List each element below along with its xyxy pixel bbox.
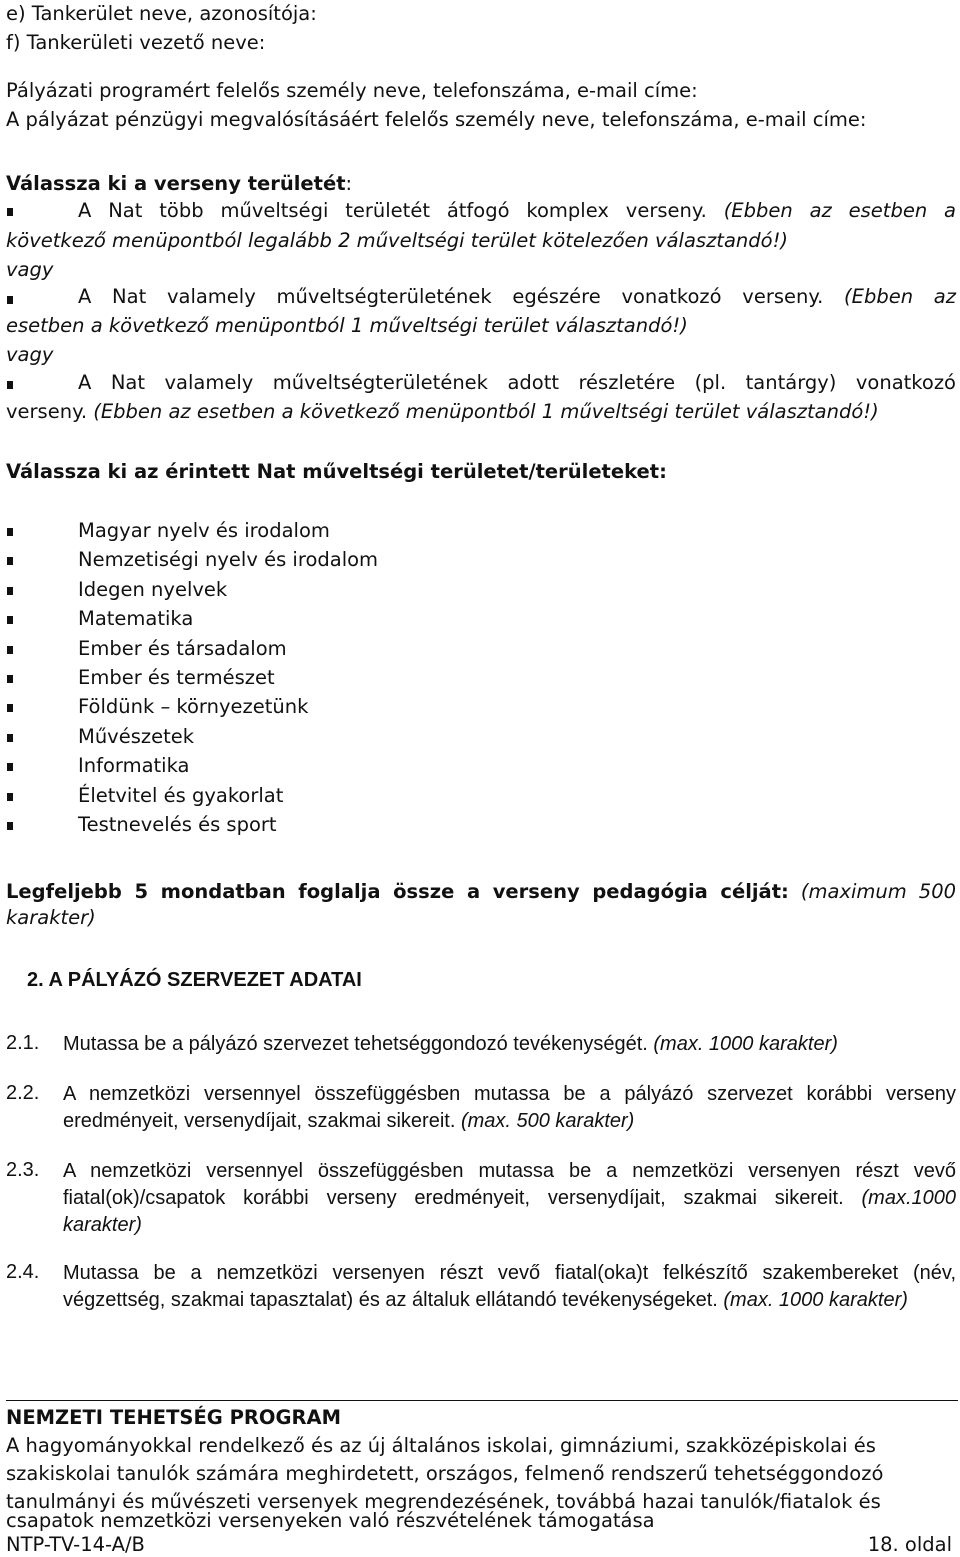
nat-area-item: Matematika bbox=[78, 607, 194, 631]
nat-area-item: Földünk – környezetünk bbox=[78, 695, 309, 719]
bullet-icon bbox=[7, 734, 13, 742]
bullet-icon bbox=[7, 208, 13, 216]
footer-description-line: szakiskolai tanulók számára meghirdetett, országos, felmenő rendszerű tehetséggondozó bbox=[6, 1462, 884, 1485]
section-item-note: (max. 1000 karakter) bbox=[653, 1033, 838, 1055]
section-item-number: 2.3. bbox=[6, 1159, 40, 1181]
section-item-number: 2.2. bbox=[6, 1082, 40, 1104]
tankerulet-leader-label: f) Tankerületi vezető neve: bbox=[6, 31, 266, 54]
section-item-row: A nemzetközi versennyel összefüggésben mutassa be a pályázó szervezet korábbi verseny bbox=[63, 1083, 956, 1105]
program-contact-label: Pályázati programért felelős személy neve, telefonszáma, e-mail címe: bbox=[6, 79, 698, 102]
section-2-heading: 2. A PÁLYÁZÓ SZERVEZET ADATAI bbox=[27, 969, 362, 991]
section-item-row: végzettség, szakmai tapasztalat) és az általuk ellátandó tevékenységeket. bbox=[63, 1289, 724, 1311]
area-option-part-line2: verseny. (Ebben az esetben a következő menüpontból 1 műveltségi terület választandó!) bbox=[6, 400, 879, 423]
section-item-number: 2.4. bbox=[6, 1261, 40, 1283]
bullet-icon bbox=[7, 296, 13, 304]
pedagogy-question-note: karakter) bbox=[6, 906, 96, 929]
bullet-icon bbox=[7, 587, 13, 595]
section-item-text bbox=[63, 1081, 956, 1135]
area-option-whole: A Nat valamely műveltségterületének egészére vonatkozó verseny. (Ebben az bbox=[78, 285, 956, 308]
pedagogy-question: Legfeljebb 5 mondatban foglalja össze a verseny pedagógia célját: (maximum 500 bbox=[6, 880, 957, 903]
section-item-row: Mutassa be a pályázó szervezet tehetséggondozó tevékenységét. bbox=[63, 1033, 654, 1055]
section-item-number: 2.1. bbox=[6, 1032, 40, 1054]
nat-area-item: Ember és természet bbox=[78, 666, 275, 689]
area-option-part: A Nat valamely műveltségterületének adott részletére (pl. tantárgy) vonatkozó bbox=[78, 371, 956, 394]
area-option-complex: A Nat több műveltségi területét átfogó komplex verseny. (Ebben az esetben a bbox=[78, 199, 957, 222]
footer-program-title: NEMZETI TEHETSÉG PROGRAM bbox=[6, 1406, 341, 1429]
area-question-title: Válassza ki a verseny területét: bbox=[6, 172, 353, 195]
footer-code: NTP-TV-14-A/B bbox=[6, 1533, 145, 1556]
bullet-icon bbox=[7, 616, 13, 624]
bullet-icon bbox=[7, 822, 13, 830]
bullet-icon bbox=[7, 704, 13, 712]
bullet-icon bbox=[7, 557, 13, 565]
nat-area-item: Magyar nyelv és irodalom bbox=[78, 519, 330, 542]
nat-area-item: Ember és társadalom bbox=[78, 636, 287, 660]
section-item-row: fiatal(ok)/csapatok korábbi verseny eredményeit, versenydíjait, szakmai sikereit. bbox=[63, 1187, 862, 1209]
bullet-icon bbox=[7, 675, 13, 683]
nat-area-item: Informatika bbox=[78, 754, 190, 778]
area-option-whole-note: esetben a következő menüpontból 1 műveltségi terület választandó!) bbox=[6, 314, 688, 337]
finance-contact-label: A pályázat pénzügyi megvalósításáért felelős személy neve, telefonszáma, e-mail címe: bbox=[6, 108, 867, 131]
section-item-note: (max. 500 karakter) bbox=[460, 1110, 635, 1132]
tankerulet-name-label: e) Tankerület neve, azonosítója: bbox=[6, 2, 317, 25]
footer-description-line: tanulmányi és művészeti versenyek megrendezésének, továbbá hazai tanulók/fiatalok és bbox=[6, 1490, 881, 1513]
footer-description-line: A hagyományokkal rendelkező és az új általános iskolai, gimnáziumi, szakközépiskolai és bbox=[6, 1434, 876, 1457]
section-item-row: Mutassa be a nemzetközi versenyen részt vevő fiatal(oka)t felkészítő szakembereket (név, bbox=[63, 1262, 956, 1284]
bullet-icon bbox=[7, 646, 13, 654]
section-item-row: A nemzetközi versennyel összefüggésben mutassa be a nemzetközi versenyen részt vevő bbox=[63, 1160, 956, 1182]
nat-area-item: Életvitel és gyakorlat bbox=[78, 783, 284, 807]
section-item-text bbox=[63, 1158, 956, 1239]
section-item-row: eredményeit, versenydíjait, szakmai sikereit. bbox=[63, 1110, 461, 1132]
section-item-text bbox=[63, 1031, 956, 1058]
section-item-note: karakter) bbox=[63, 1214, 142, 1236]
nat-question-title: Válassza ki az érintett Nat műveltségi területet/területeket: bbox=[6, 460, 667, 483]
nat-area-item: Idegen nyelvek bbox=[78, 577, 228, 601]
bullet-icon bbox=[7, 763, 13, 771]
section-item-note: (max.1000 bbox=[861, 1187, 956, 1209]
area-option-complex-note: következő menüpontból legalább 2 műveltségi terület kötelezően választandó!) bbox=[6, 229, 788, 252]
bullet-icon bbox=[7, 381, 13, 389]
area-separator: vagy bbox=[6, 258, 54, 281]
footer-page-number: 18. oldal bbox=[867, 1533, 952, 1556]
footer-description-line: csapatok nemzetközi versenyeken való részvételének támogatása bbox=[6, 1509, 655, 1532]
nat-area-item: Nemzetiségi nyelv és irodalom bbox=[78, 548, 379, 572]
area-separator: vagy bbox=[6, 343, 54, 366]
nat-area-item: Testnevelés és sport bbox=[78, 813, 277, 836]
nat-area-item: Művészetek bbox=[78, 724, 195, 748]
footer-divider bbox=[6, 1400, 958, 1401]
bullet-icon bbox=[7, 528, 13, 536]
section-item-note: (max. 1000 karakter) bbox=[723, 1289, 908, 1311]
bullet-icon bbox=[7, 793, 13, 801]
section-item-text bbox=[63, 1260, 956, 1314]
